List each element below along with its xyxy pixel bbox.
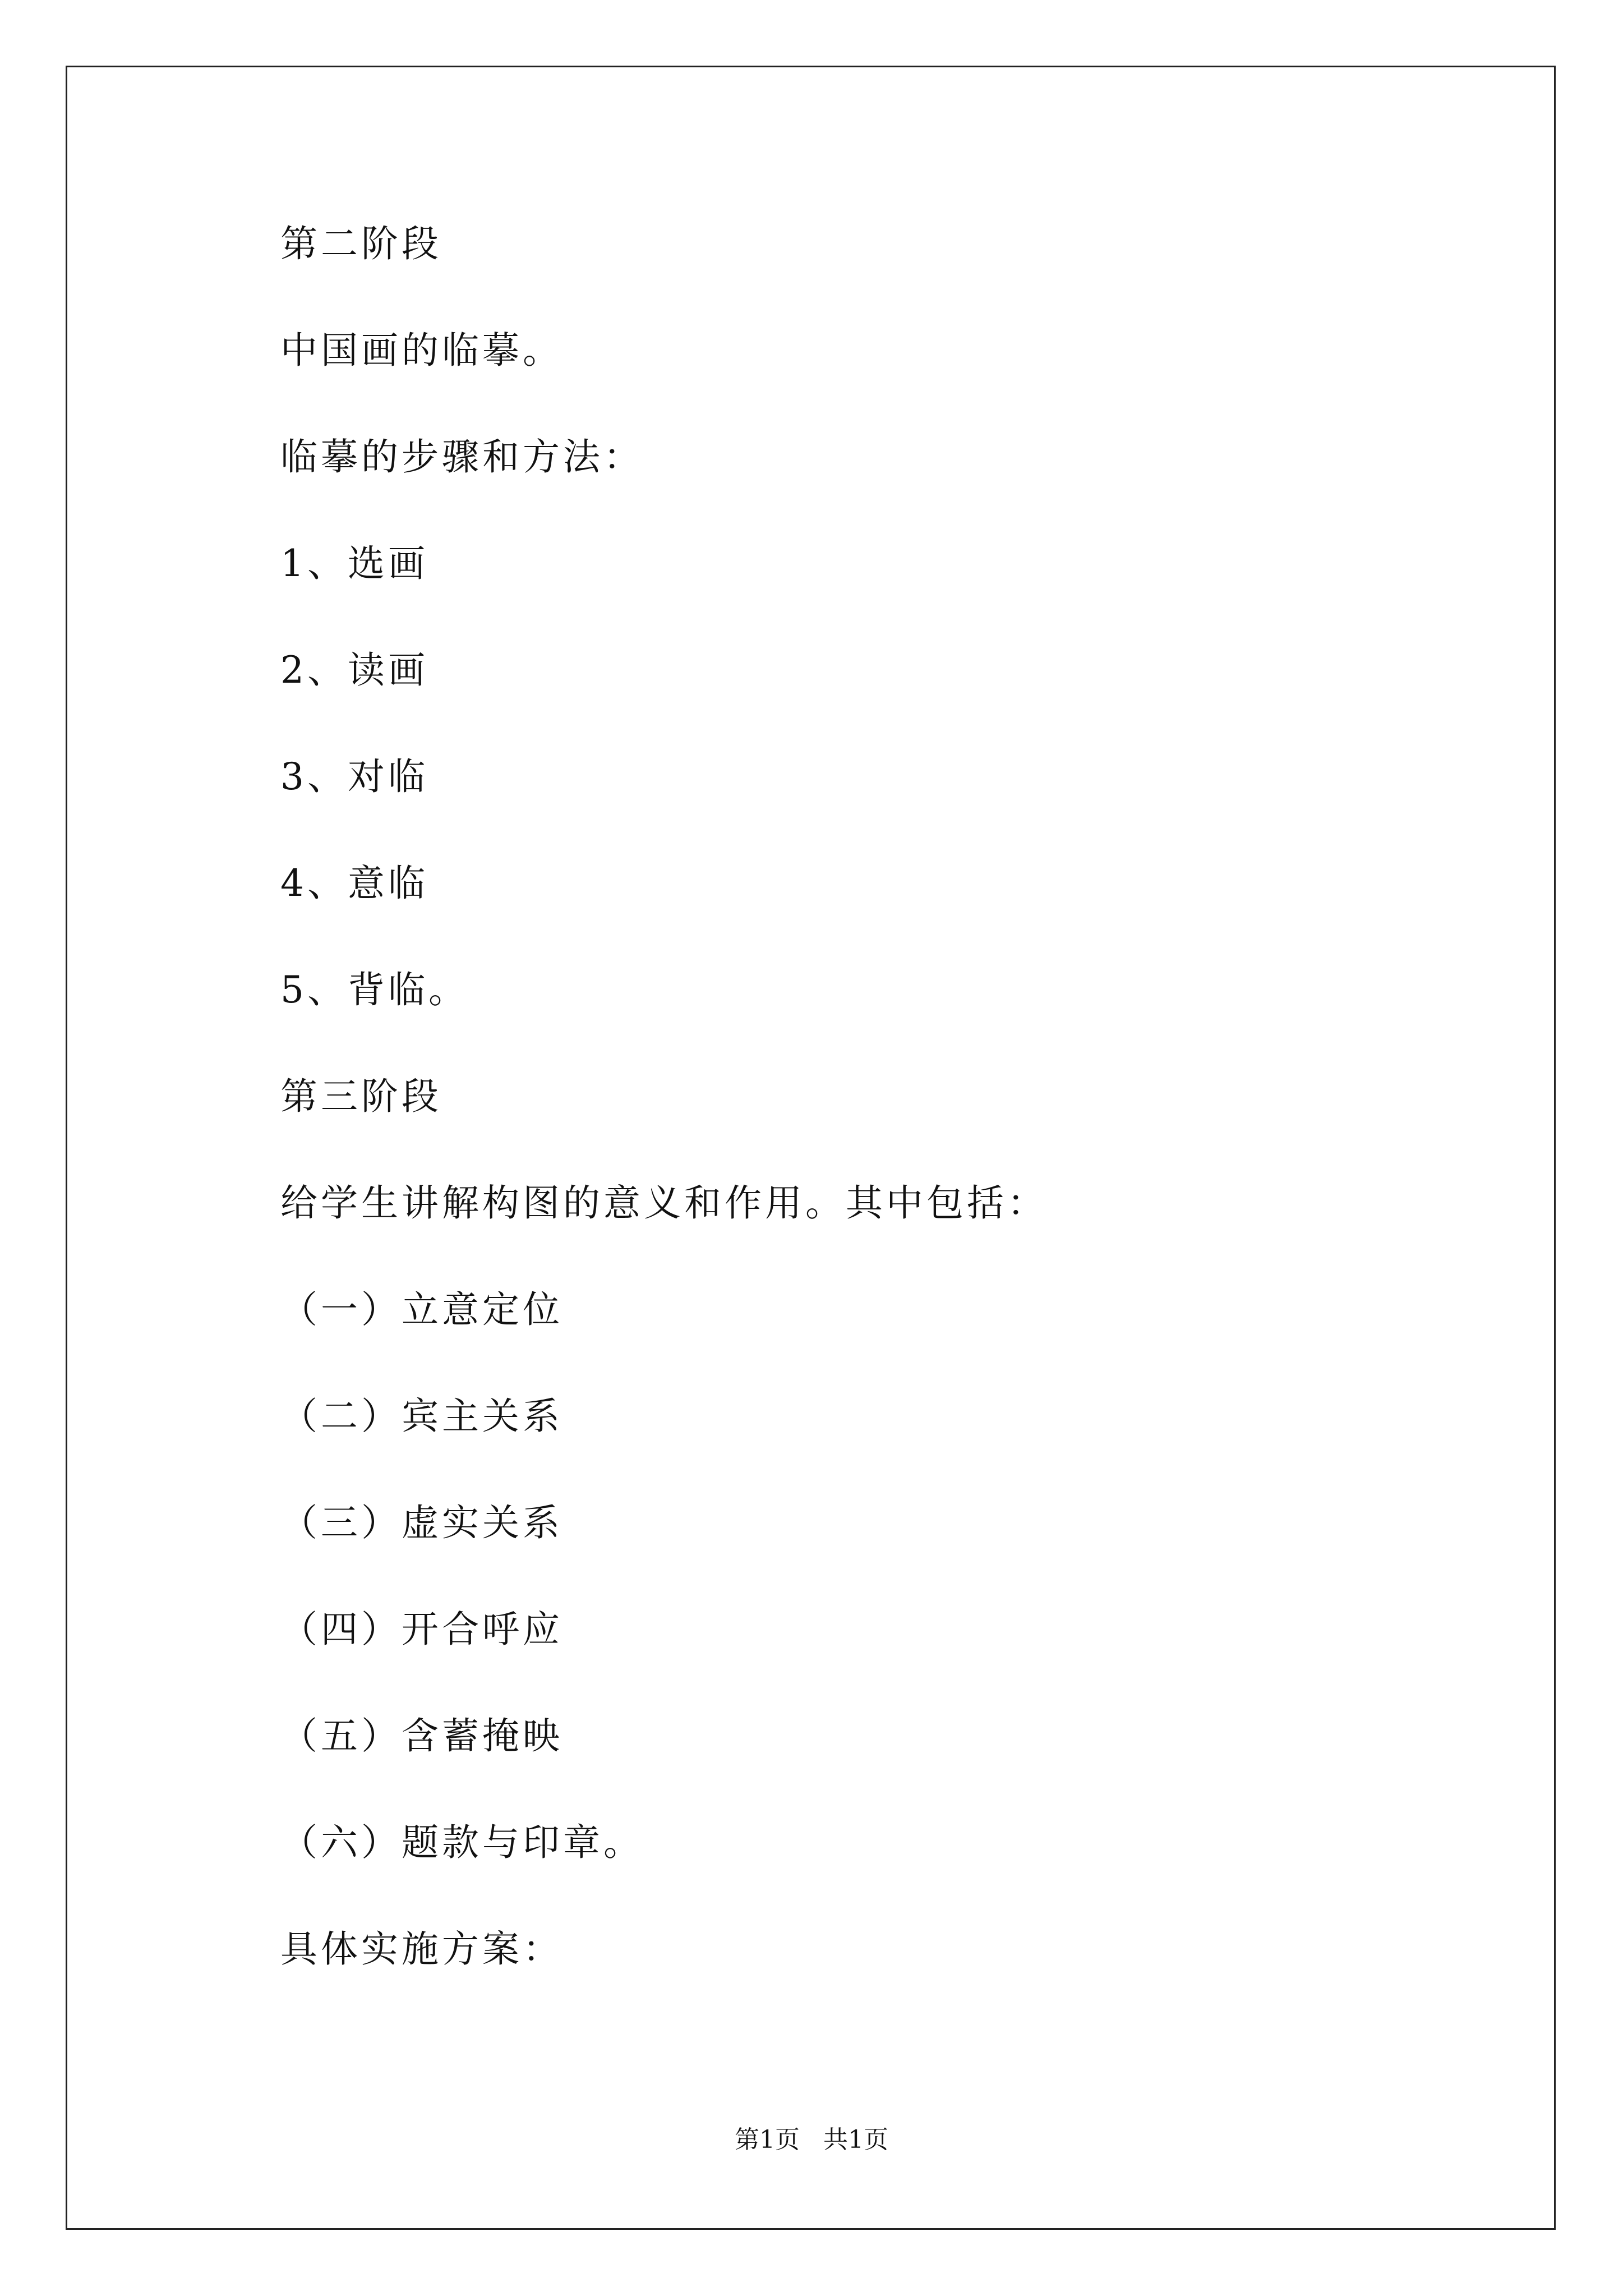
list-item-step-1: 1、选画 [280, 542, 428, 585]
list-item-composition-1: （一）立意定位 [280, 1288, 563, 1331]
list-item-step-4: 4、意临 [280, 862, 428, 905]
paragraph-steps-intro: 临摹的步骤和方法： [280, 435, 644, 478]
list-item-step-5: 5、背临。 [280, 968, 469, 1011]
paragraph-topic: 中国画的临摹。 [280, 329, 563, 372]
section-heading-stage-three: 第三阶段 [280, 1075, 442, 1118]
paragraph-implementation-plan: 具体实施方案： [280, 1927, 563, 1971]
list-item-step-2: 2、读画 [280, 648, 428, 692]
list-item-composition-6: （六）题款与印章。 [280, 1821, 644, 1864]
paragraph-composition-intro: 给学生讲解构图的意义和作用。其中包括： [280, 1181, 1048, 1225]
list-item-composition-2: （二）宾主关系 [280, 1395, 563, 1438]
list-item-composition-4: （四）开合呼应 [280, 1608, 563, 1651]
list-item-composition-5: （五）含蓄掩映 [280, 1714, 563, 1757]
list-item-composition-3: （三）虚实关系 [280, 1501, 563, 1544]
section-heading-stage-two: 第二阶段 [280, 222, 442, 265]
page-number-footer: 第1页 共1页 [735, 2125, 888, 2154]
document-body [280, 222, 1486, 2033]
list-item-step-3: 3、对临 [280, 755, 428, 798]
